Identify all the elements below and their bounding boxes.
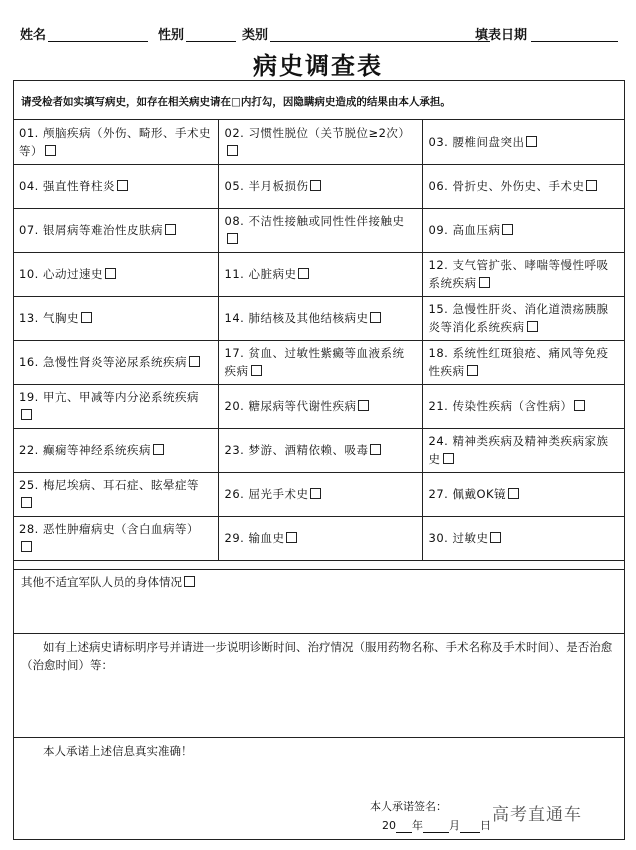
history-item [13, 472, 218, 516]
history-item [422, 428, 625, 472]
name-label: 姓名 [20, 28, 47, 43]
history-item [422, 208, 625, 252]
history-item [218, 208, 422, 252]
grid-row [13, 296, 625, 340]
grid-row [13, 164, 625, 208]
history-item-label: 07. 银屑病等难治性皮肤病 [19, 223, 163, 237]
history-item [218, 120, 422, 164]
history-item [13, 428, 218, 472]
checkbox[interactable] [227, 145, 238, 156]
checkbox[interactable] [45, 145, 56, 156]
header-fields [20, 24, 620, 42]
history-item-label: 02. 习惯性脱位（关节脱位≥2次） [224, 125, 411, 140]
history-item [13, 208, 218, 252]
other-conditions-section [13, 569, 625, 633]
date-label: 填表日期 [475, 28, 528, 43]
history-item-label: 20. 糖尿病等代谢性疾病 [224, 399, 357, 413]
page-title: 病史调查表 [253, 51, 383, 80]
month-label: 月 [449, 819, 460, 832]
grid-row [13, 472, 625, 516]
history-item-label: 26. 屈光手术史 [224, 487, 309, 501]
gender-label: 性别 [158, 28, 185, 43]
checkbox[interactable] [443, 453, 454, 464]
checkbox[interactable] [21, 409, 32, 420]
history-item-label: 25. 梅尼埃病、耳石症、眩晕症等 [19, 478, 199, 492]
name-field[interactable] [48, 41, 148, 42]
month-field[interactable] [423, 820, 449, 833]
history-item [13, 384, 218, 428]
checkbox[interactable] [574, 400, 585, 411]
history-item [422, 120, 625, 164]
history-item-label: 01. 颅脑疾病（外伤、畸形、手术史等） [19, 125, 211, 158]
history-item [13, 516, 218, 560]
notice-text: 请受检者如实填写病史，如存在相关病史请在□内打勾，因隐瞒病史造成的结果由本人承担。 [13, 80, 625, 120]
checkbox[interactable] [310, 488, 321, 499]
date-prefix: 20 [382, 819, 396, 832]
explanation-section[interactable] [13, 633, 625, 737]
history-item [218, 340, 422, 384]
history-item-label: 10. 心动过速史 [19, 267, 103, 281]
history-item-label: 17. 贫血、过敏性紫癜等血液系统疾病 [224, 346, 405, 378]
history-item-label: 09. 高血压病 [428, 223, 501, 237]
history-item [218, 252, 422, 296]
checkbox[interactable] [586, 180, 597, 191]
history-item [218, 296, 422, 340]
history-item-label: 18. 系统性红斑狼疮、痛风等免疫性疾病 [428, 346, 609, 378]
grid-row [13, 384, 625, 428]
day-field[interactable] [460, 820, 480, 833]
checkbox[interactable] [189, 356, 200, 367]
checkbox[interactable] [310, 180, 321, 191]
gender-field[interactable] [186, 41, 236, 42]
signature-label: 本人承诺签名： [370, 800, 447, 813]
explanation-prompt: 如有上述病史请标明序号并请进一步说明诊断时间、治疗情况（服用药物名称、手术名称及手术时间）、是否治愈（治愈时间）等： [21, 640, 613, 672]
grid-row [13, 252, 625, 296]
history-item-label: 08. 不洁性接触或同性性伴接触史 [224, 214, 405, 228]
history-item [218, 164, 422, 208]
checkbox[interactable] [227, 233, 238, 244]
checkbox[interactable] [527, 321, 538, 332]
grid-row [13, 208, 625, 252]
history-item-label: 22. 癫痫等神经系统疾病 [19, 443, 151, 457]
checkbox[interactable] [117, 180, 128, 191]
checkbox[interactable] [165, 224, 176, 235]
history-item [13, 296, 218, 340]
grid-row [13, 120, 625, 164]
history-item [13, 164, 218, 208]
history-grid [13, 120, 625, 561]
history-item-label: 03. 腰椎间盘突出 [428, 134, 525, 149]
other-conditions-label: 其他不适宜军队人员的身体情况 [21, 575, 182, 589]
history-item-label: 23. 梦游、酒精依赖、吸毒 [224, 443, 369, 457]
checkbox[interactable] [286, 532, 297, 543]
history-item [422, 384, 625, 428]
history-item-label: 21. 传染性疾病（含性病） [428, 399, 573, 413]
signature-date [382, 817, 491, 833]
checkbox[interactable] [526, 136, 537, 147]
history-item-label: 14. 肺结核及其他结核病史 [224, 311, 369, 325]
checkbox[interactable] [298, 268, 309, 279]
history-item [422, 296, 625, 340]
history-item-label: 24. 精神类疾病及精神类疾病家族史 [428, 434, 609, 466]
grid-row [13, 516, 625, 560]
checkbox[interactable] [81, 312, 92, 323]
checkbox[interactable] [153, 444, 164, 455]
checkbox[interactable] [105, 268, 116, 279]
watermark: 高考直通车 [492, 805, 582, 825]
category-field[interactable] [270, 41, 490, 42]
history-item-label: 19. 甲亢、甲减等内分泌系统疾病 [19, 390, 199, 404]
checkbox[interactable] [370, 312, 381, 323]
year-label: 年 [412, 819, 423, 832]
grid-row [13, 428, 625, 472]
day-label: 日 [480, 819, 491, 832]
promise-text: 本人承诺上述信息真实准确！ [43, 744, 193, 758]
checkbox[interactable] [21, 541, 32, 552]
checkbox[interactable] [467, 365, 478, 376]
history-item-label: 12. 支气管扩张、哮喘等慢性呼吸系统疾病 [428, 258, 609, 290]
history-item [218, 472, 422, 516]
checkbox[interactable] [251, 365, 262, 376]
checkbox[interactable] [508, 488, 519, 499]
history-item [218, 428, 422, 472]
category-label: 类别 [242, 28, 269, 43]
checkbox[interactable] [479, 277, 490, 288]
history-item [422, 340, 625, 384]
checkbox[interactable] [502, 224, 513, 235]
checkbox[interactable] [184, 576, 195, 587]
history-item-label: 05. 半月板损伤 [224, 179, 309, 193]
history-item-label: 16. 急慢性肾炎等泌尿系统疾病 [19, 355, 187, 369]
year-field[interactable] [396, 820, 412, 833]
history-item-label: 04. 强直性脊柱炎 [19, 179, 115, 193]
history-item-label: 27. 佩戴OK镜 [428, 487, 507, 501]
history-item [13, 120, 218, 164]
history-item [422, 472, 625, 516]
checkbox[interactable] [358, 400, 369, 411]
history-item [422, 516, 625, 560]
history-item-label: 30. 过敏史 [428, 531, 489, 545]
date-field[interactable] [531, 41, 618, 42]
history-item-label: 06. 骨折史、外伤史、手术史 [428, 179, 585, 193]
history-item [218, 384, 422, 428]
history-item [422, 164, 625, 208]
history-item-label: 28. 恶性肿瘤病史（含白血病等） [19, 522, 199, 536]
checkbox[interactable] [490, 532, 501, 543]
checkbox[interactable] [21, 497, 32, 508]
history-item [13, 252, 218, 296]
history-item-label: 15. 急慢性肝炎、消化道溃疡胰腺炎等消化系统疾病 [428, 302, 609, 334]
history-item-label: 13. 气胸史 [19, 311, 79, 325]
history-item [13, 340, 218, 384]
history-item [422, 252, 625, 296]
history-item-label: 11. 心脏病史 [224, 267, 297, 281]
grid-row [13, 340, 625, 384]
checkbox[interactable] [370, 444, 381, 455]
history-item-label: 29. 输血史 [224, 531, 285, 545]
history-item [218, 516, 422, 560]
